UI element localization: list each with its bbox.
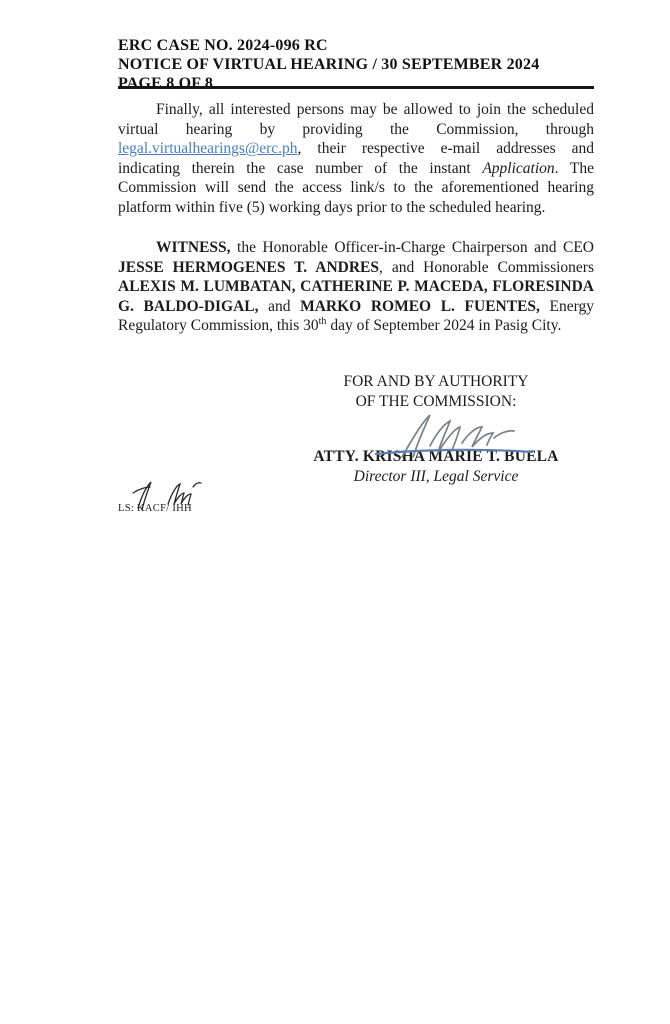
- header-case-number: ERC CASE NO. 2024-096 RC: [118, 37, 328, 54]
- paragraph-text: Energy Regulatory Commission, this 30: [118, 297, 595, 335]
- signature-column: [285, 372, 587, 486]
- page-header: [118, 36, 594, 93]
- application-italic-word: Application: [482, 159, 555, 177]
- chairperson-name: JESSE HERMOGENES T. ANDRES: [118, 258, 380, 276]
- paragraph-witness-clause: [118, 238, 594, 336]
- header-page-number: PAGE 8 OF 8: [118, 75, 214, 92]
- paragraph-text: Finally, all interested persons may be allowed to join the scheduled virtual hearing by providing the Commission, through: [118, 101, 594, 138]
- commissioner-name: MARKO ROMEO L. FUENTES,: [300, 297, 540, 315]
- witness-label: WITNESS,: [156, 239, 231, 256]
- paragraph-text: , and Honorable Commissioners: [379, 258, 594, 276]
- paragraph-virtual-hearing: [118, 100, 594, 218]
- signatory-name: ATTY. KRISHA MARIE T. BUELA: [313, 448, 559, 465]
- virtual-hearings-email-link[interactable]: legal.virtualhearings@erc.ph: [118, 140, 298, 158]
- paragraph-text: day of September 2024 in Pasig City.: [326, 317, 562, 335]
- paragraph-text: , their respective e-mail addresses and indicating therein the case number of the instant: [118, 140, 594, 177]
- authority-line-2: OF THE COMMISSION:: [355, 392, 517, 410]
- authority-line-1: FOR AND BY AUTHORITY: [343, 373, 529, 390]
- commissioners-names: ALEXIS M. LUMBATAN, CATHERINE P. MACEDA, FLORESINDA G. BALDO-DIGAL,: [118, 278, 594, 315]
- clerk-initials: LS: KACF/ IHH: [118, 503, 192, 514]
- paragraph-text: the Honorable Officer-in-Charge Chairperson and CEO: [230, 239, 594, 256]
- header-divider-rule: [118, 86, 594, 89]
- paragraph-text: . The Commission will send the access link/s to the aforementioned hearing platform within five (5) working days prior to the scheduled hearing.: [118, 159, 594, 216]
- authority-block: [285, 372, 587, 411]
- ordinal-superscript: th: [318, 316, 327, 328]
- signatory-title: Director III, Legal Service: [353, 467, 519, 485]
- paragraph-text: and: [258, 297, 301, 315]
- header-notice-title: NOTICE OF VIRTUAL HEARING / 30 SEPTEMBER 2024: [118, 56, 540, 73]
